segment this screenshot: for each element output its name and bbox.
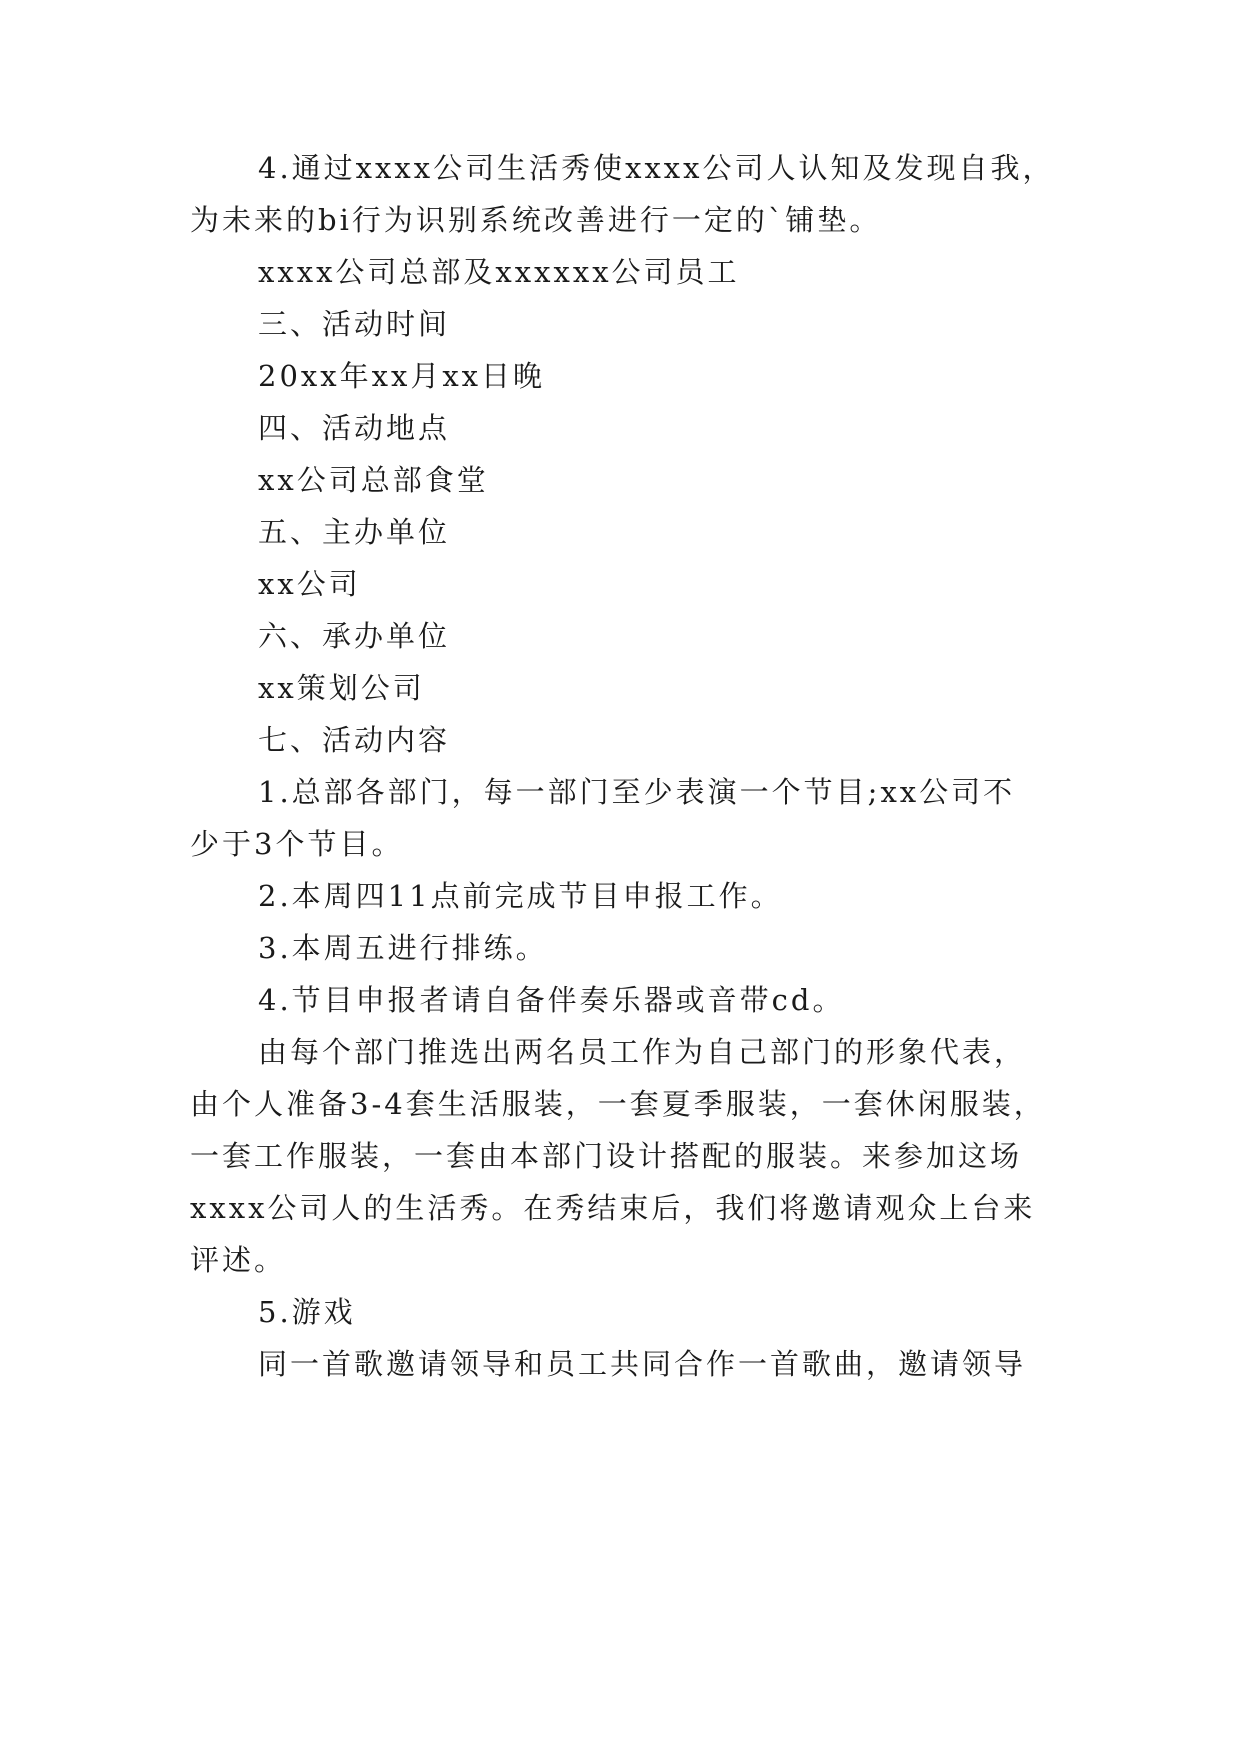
paragraph-line: xx策划公司 (258, 671, 425, 705)
paragraph-line: 4.通过xxxx公司生活秀使xxxx公司人认知及发现自我， (258, 151, 1055, 185)
paragraph-line: xx公司 (258, 567, 361, 601)
paragraph-line: 由每个部门推选出两名员工作为自己部门的形象代表， (258, 1035, 1027, 1069)
paragraph-line: 4.节目申报者请自备伴奏乐器或音带cd。 (258, 983, 845, 1017)
paragraph-line: 3.本周五进行排练。 (258, 931, 548, 965)
paragraph-line: xx公司总部食堂 (258, 463, 489, 497)
paragraph-line: 少于3个节目。 (190, 827, 404, 861)
paragraph-line: 20xx年xx月xx日晚 (258, 359, 546, 393)
paragraph-line: 为未来的bi行为识别系统改善进行一定的`铺垫。 (190, 203, 882, 237)
paragraph-line: 5.游戏 (258, 1295, 356, 1329)
paragraph-line: 2.本周四11点前完成节目申报工作。 (258, 879, 783, 913)
section-heading: 七、活动内容 (258, 723, 451, 757)
section-heading: 六、承办单位 (258, 619, 451, 653)
paragraph-line: 1.总部各部门，每一部门至少表演一个节目;xx公司不 (258, 775, 1016, 809)
section-heading: 四、活动地点 (258, 411, 451, 445)
paragraph-line: 由个人准备3-4套生活服装，一套夏季服装，一套休闲服装， (190, 1087, 1046, 1121)
section-heading: 五、主办单位 (258, 515, 451, 549)
paragraph-line: 一套工作服装，一套由本部门设计搭配的服装。来参加这场 (190, 1139, 1023, 1173)
section-heading: 三、活动时间 (258, 307, 451, 341)
paragraph-line: xxxx公司总部及xxxxxx公司员工 (258, 255, 740, 289)
paragraph-line: 同一首歌邀请领导和员工共同合作一首歌曲，邀请领导 (258, 1347, 1027, 1381)
paragraph-line: 评述。 (190, 1243, 287, 1277)
paragraph-line: xxxx公司人的生活秀。在秀结束后，我们将邀请观众上台来 (190, 1191, 1036, 1225)
